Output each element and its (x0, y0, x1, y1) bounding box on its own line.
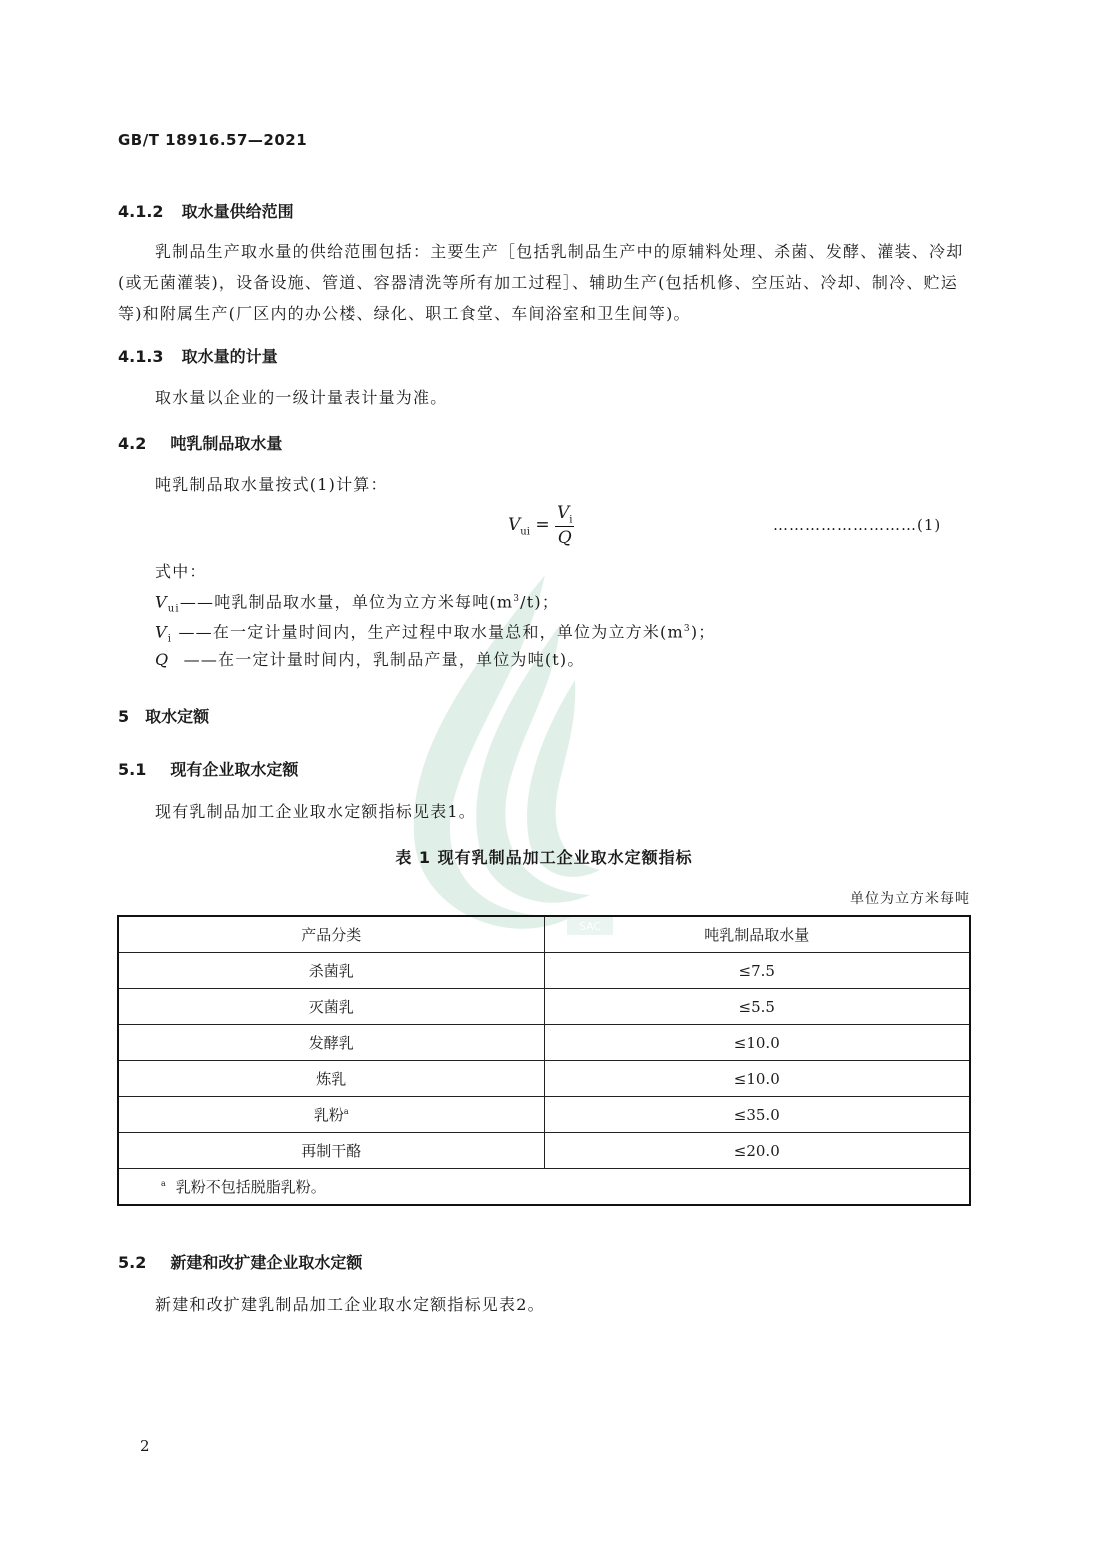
formula-denominator: Q (557, 528, 572, 549)
formula-number (773, 516, 941, 534)
definition-vi: $V_i$ ——在一定计量时间内，生产过程中取水量总和，单位为立方米$(m^3)$； (155, 622, 716, 645)
where-label: 式中： (155, 562, 207, 581)
product-cell: 再制干酪 (118, 1133, 544, 1169)
footnote-mark: a (343, 1107, 349, 1116)
existing-quota-paragraph: 现有乳制品加工企业取水定额指标见表1。 (155, 802, 476, 821)
section-number: 4.1.2 (118, 202, 164, 221)
section-number: 4.2 (118, 434, 147, 453)
formula-intro: 吨乳制品取水量按式(1)计算： (155, 475, 388, 494)
value-cell: ≤7.5 (544, 953, 970, 989)
formula-leader-dots: ……………………… (773, 516, 917, 534)
section-heading-4-1-2 (118, 199, 294, 222)
formula-eq-number: (1) (917, 516, 942, 534)
product-cell: 发酵乳 (118, 1025, 544, 1061)
section-number: 4.1.3 (118, 347, 164, 366)
section-number: 5.2 (118, 1253, 147, 1272)
page-number: 2 (140, 1437, 150, 1455)
standard-code: GB/T 18916.57—2021 (118, 131, 308, 149)
product-cell: 杀菌乳 (118, 953, 544, 989)
table-row (118, 989, 970, 1025)
product-cell: 灭菌乳 (118, 989, 544, 1025)
table-unit: 单位为立方米每吨 (850, 891, 970, 907)
section-heading-5-2 (118, 1250, 362, 1273)
new-quota-paragraph: 新建和改扩建乳制品加工企业取水定额指标见表2。 (155, 1295, 545, 1314)
formula-numerator: $V_i$ (556, 503, 573, 526)
column-header: 吨乳制品取水量 (544, 916, 970, 953)
section-heading-5-1 (118, 757, 298, 780)
value-cell: ≤10.0 (544, 1025, 970, 1061)
definition-q: Q ——在一定计量时间内，乳制品产量，单位为吨(t)。 (155, 650, 585, 669)
value-cell: ≤5.5 (544, 989, 970, 1025)
value-cell: ≤10.0 (544, 1061, 970, 1097)
table-row (118, 1061, 970, 1097)
section-heading-4-1-3 (118, 344, 278, 367)
metering-paragraph: 取水量以企业的一级计量表计量为准。 (155, 388, 448, 407)
section-title: 取水定额 (145, 707, 210, 726)
section-title: 新建和改扩建企业取水定额 (170, 1253, 363, 1272)
formula-1 (508, 503, 574, 548)
quota-table (117, 915, 971, 1206)
section-number: 5 (118, 707, 130, 726)
formula-equals: = (535, 515, 550, 536)
table-caption: 表 1 现有乳制品加工企业取水定额指标 (395, 848, 693, 867)
value-cell: ≤35.0 (544, 1097, 970, 1133)
table-row (118, 1025, 970, 1061)
definition-vui: $V_{ui}——$吨乳制品取水量，单位为立方米每吨$(m^3/t)$； (155, 592, 560, 615)
section-heading-4-2 (118, 431, 282, 454)
table-row (118, 1097, 970, 1133)
table-footnote: $^a$ 乳粉不包括脱脂乳粉。 (118, 1169, 970, 1206)
section-title: 现有企业取水定额 (170, 760, 299, 779)
section-title: 取水量的计量 (181, 347, 278, 366)
formula-fraction (555, 503, 574, 548)
table-row (118, 1133, 970, 1169)
table-note-row (118, 1169, 970, 1206)
table-header-row (118, 916, 970, 953)
section-number: 5.1 (118, 760, 147, 779)
value-cell: ≤20.0 (544, 1133, 970, 1169)
formula-lhs-sub: ui (520, 526, 530, 538)
section-title: 吨乳制品取水量 (170, 434, 283, 453)
product-cell: 乳粉$^a$ (118, 1097, 544, 1133)
watermark-mark-text: SAC (578, 920, 602, 933)
product-cell: 炼乳 (118, 1061, 544, 1097)
formula-lhs-var: V (508, 515, 521, 536)
supply-scope-paragraph: 乳制品生产取水量的供给范围包括：主要生产［包括乳制品生产中的原辅料处理、杀菌、发酵、灌装、冷却(或无菌灌装)，设备设施、管道、容器清洗等所有加工过程］、辅助生产(包括机修、空压站、冷却、制冷、贮运等)和附属生产(厂区内的办公楼、绿化、职工食堂、车间浴室和卫生间等)。 (118, 242, 964, 323)
section-title: 取水量供给范围 (181, 202, 294, 221)
section-heading-5 (118, 704, 209, 727)
column-header: 产品分类 (118, 916, 544, 953)
table-row (118, 953, 970, 989)
